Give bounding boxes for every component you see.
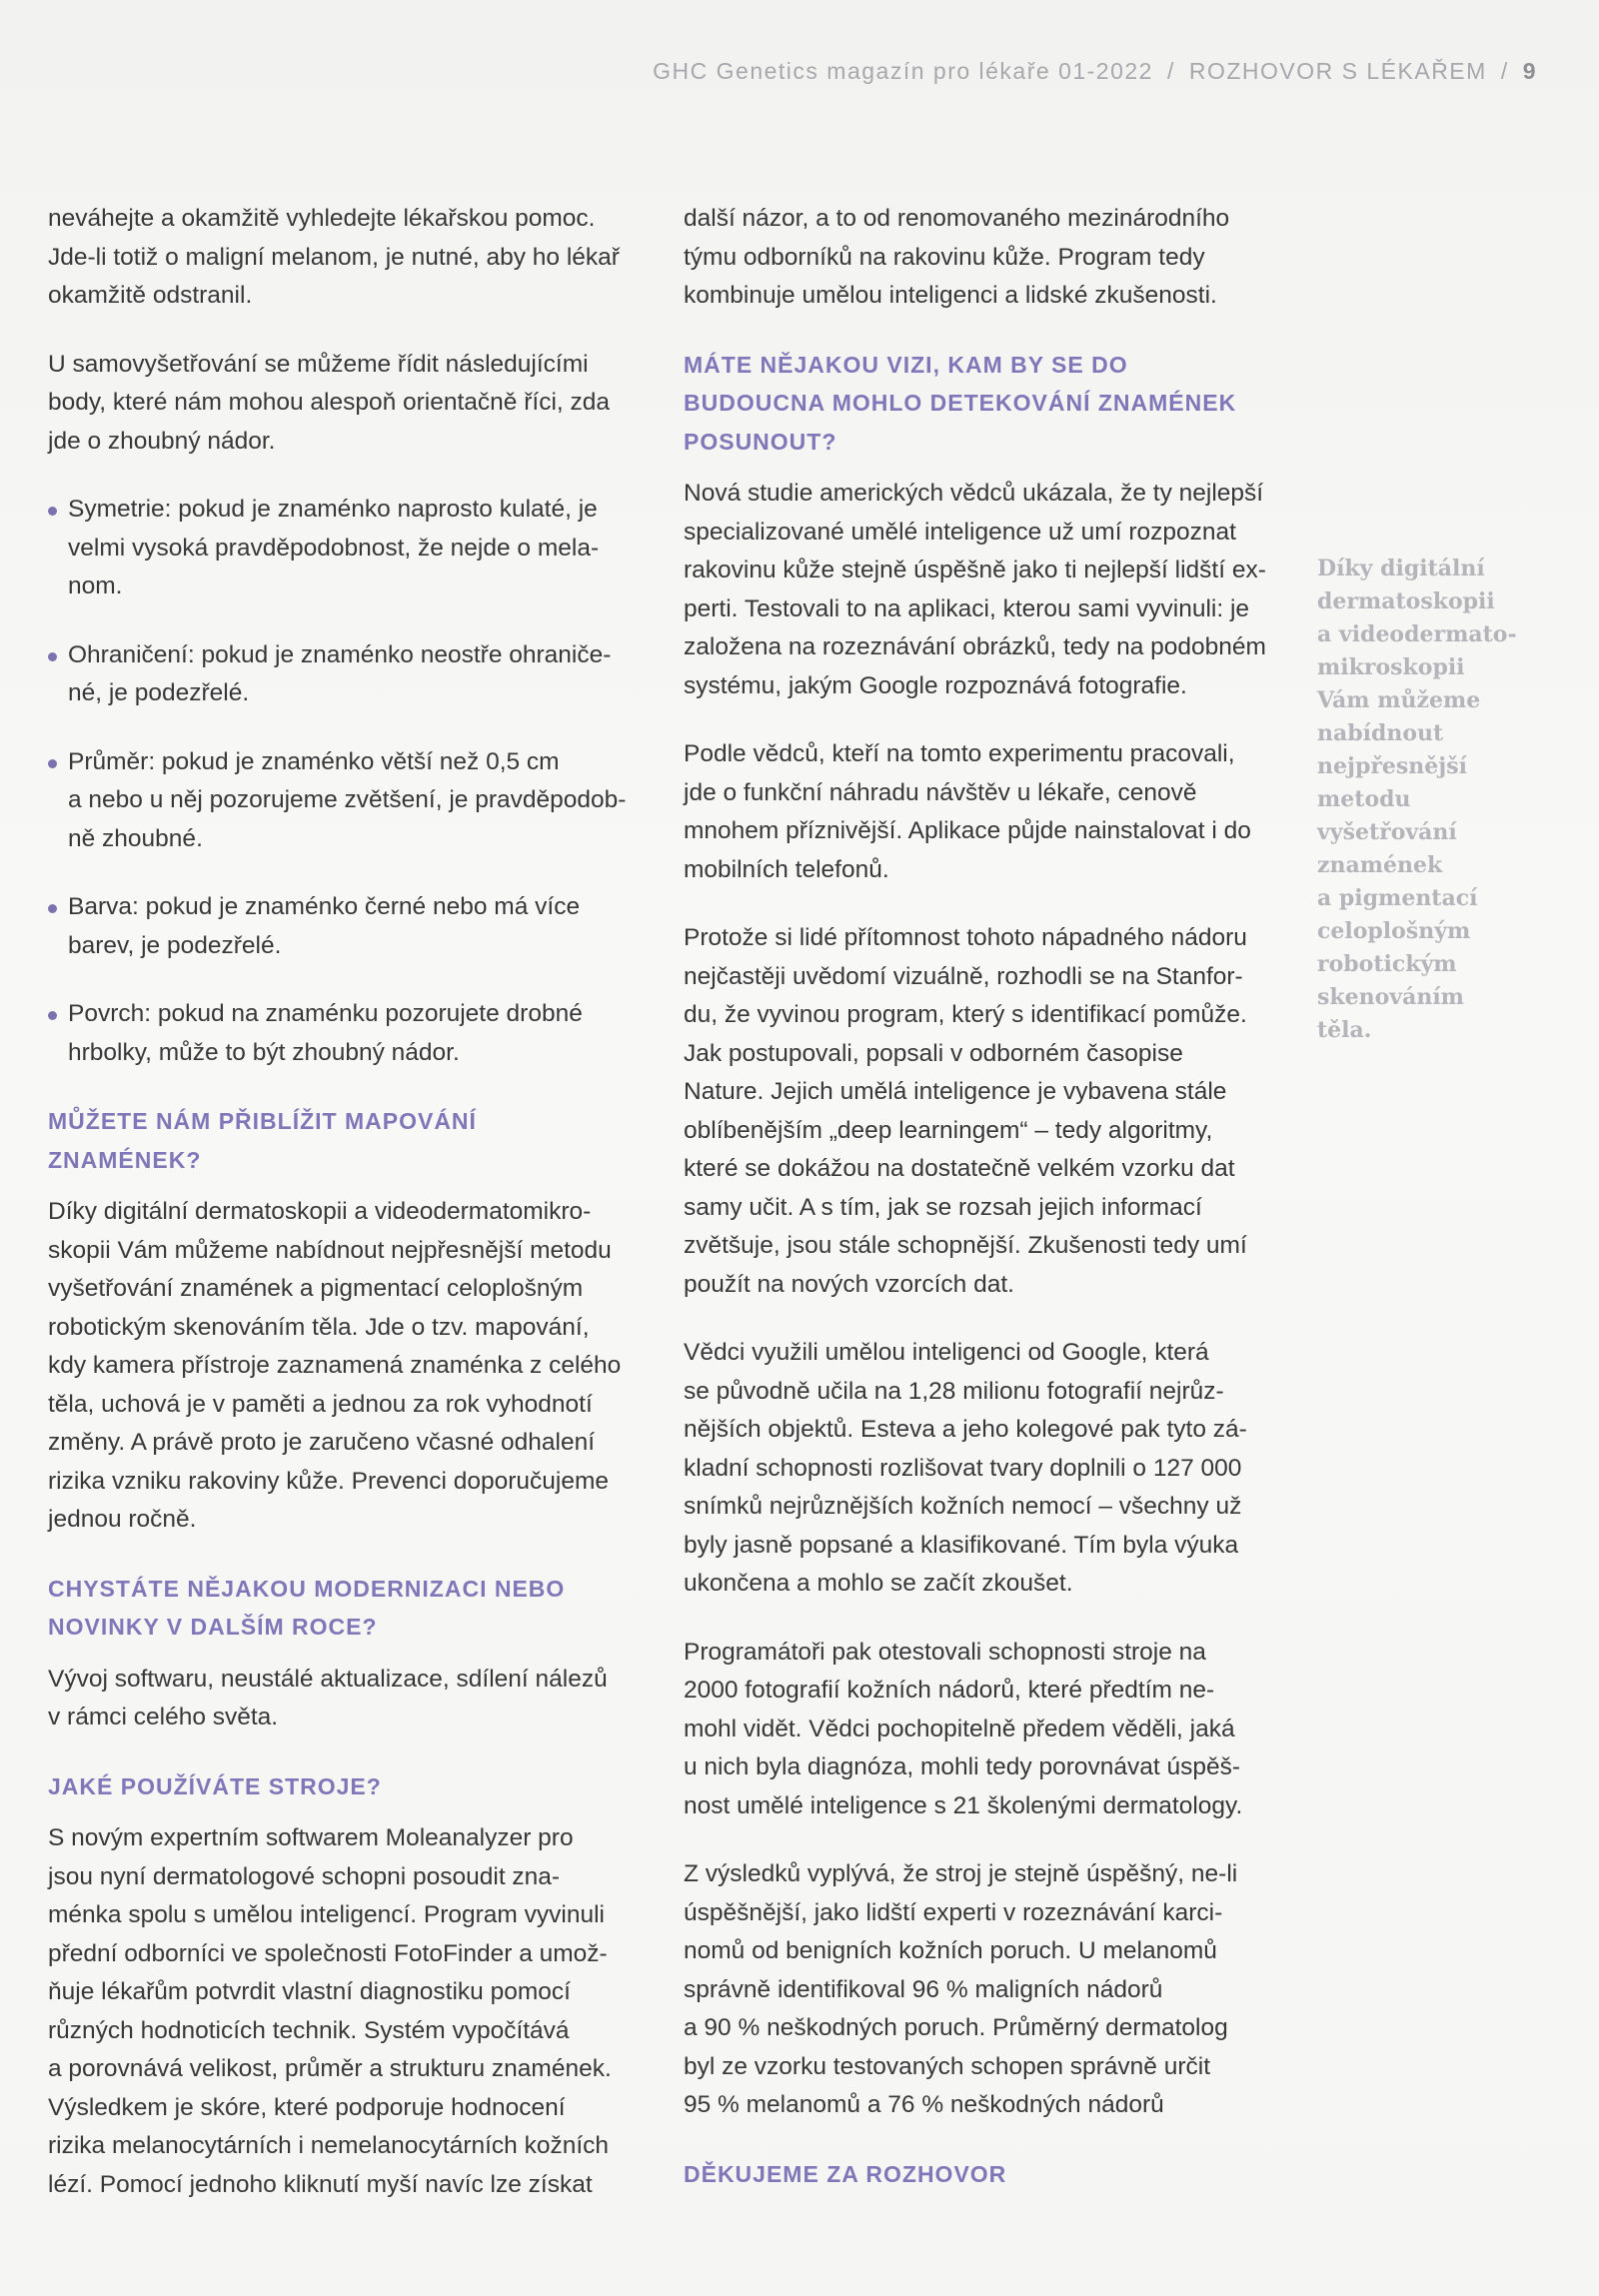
pull-quote-line: nejpřesnější [1317, 753, 1468, 779]
magazine-title: GHC Genetics magazín pro lékaře 01-2022 [653, 58, 1153, 84]
text-line: různých hodnoticích technik. Systém vypočítává [48, 2016, 570, 2044]
text-line: MŮŽETE NÁM PŘIBLÍŽIT MAPOVÁNÍ [48, 1108, 477, 1134]
text-line: Nature. Jejich umělá inteligence je vybavena stále [684, 1078, 1227, 1105]
paragraph [48, 1193, 648, 1540]
pull-quote-line: Vám můžeme [1317, 687, 1481, 713]
bullet-item [48, 491, 648, 606]
section-heading [48, 1570, 648, 1647]
text-line: další názor, a to od renomovaného mezinárodního [684, 205, 1230, 232]
text-line: neváhejte a okamžitě vyhledejte lékařskou pomoc. [48, 205, 596, 232]
text-line: a 90 % neškodných poruch. Průměrný dermatolog [684, 2014, 1228, 2041]
text-line: přední odborníci ve společnosti FotoFinder a umož- [48, 1939, 608, 1967]
section-heading [48, 1102, 648, 1179]
text-line: v rámci celého světa. [48, 1704, 279, 1730]
text-line: změny. A právě proto je zaručeno včasné odhalení [48, 1429, 596, 1456]
section-title: ROZHOVOR S LÉKAŘEM [1188, 58, 1487, 84]
text-line: u nich byla diagnóza, mohli tedy porovnávat úspěš- [684, 1753, 1241, 1780]
text-line: vyšetřování znamének a pigmentací celoplošným [48, 1275, 584, 1302]
text-line: perti. Testovali to na aplikaci, kterou sami vyvinuli: je [684, 594, 1250, 622]
text-line: okamžitě odstranil. [48, 282, 253, 309]
left-column [48, 200, 648, 2234]
page-number: 9 [1522, 58, 1537, 84]
text-line: nost umělé inteligence s 21 školenými dermatology. [684, 1791, 1243, 1819]
text-line: ňuje lékařům potvrdit vlastní diagnostiku pomocí [48, 1978, 571, 2005]
text-line: ménka spolu s umělou inteligencí. Program vyvinuli [48, 1901, 605, 1928]
text-line: se původně učila na 1,28 milionu fotografií nejrůz- [684, 1377, 1224, 1405]
text-line: Z výsledků vyplývá, že stroj je stejně úspěšný, ne-li [684, 1860, 1238, 1887]
text-line: nejčastěji uvědomí vizuálně, rozhodli se na Stanfor- [684, 962, 1243, 990]
text-line: kdy kamera přístroje zaznamená znaménka z celého [48, 1352, 622, 1379]
pull-quote-line: a videodermato- [1317, 621, 1517, 647]
pull-quote-line: vyšetřování [1317, 819, 1457, 845]
paragraph [684, 200, 1283, 316]
paragraph [48, 346, 648, 462]
header-separator: / [1166, 58, 1175, 84]
text-line: velmi vysoká pravděpodobnost, že nejde o mela- [68, 534, 600, 562]
text-line: Výsledkem je skóre, které podporuje hodnocení [48, 2093, 566, 2121]
text-line: Průměr: pokud je znaménko větší než 0,5 cm [68, 747, 560, 775]
text-line: ukončena a mohlo se začít zkoušet. [684, 1570, 1073, 1597]
text-line: byly jasně popsané a klasifikované. Tím byla výuka [684, 1531, 1239, 1559]
text-line: které se dokážou na dostatečně velkém vzorku dat [684, 1155, 1235, 1182]
pull-quote-line: Díky digitální [1317, 556, 1485, 581]
paragraph [684, 919, 1283, 1304]
text-line: oblíbenějším „deep learningem“ – tedy algoritmy, [684, 1116, 1213, 1144]
running-header [653, 58, 1537, 85]
text-line: Jak postupovali, popsali v odborném časopise [684, 1039, 1183, 1067]
text-line: systému, jakým Google rozpoznává fotografie. [684, 671, 1187, 699]
pull-quote-line: celoplošným [1317, 918, 1471, 944]
middle-column [684, 200, 1283, 2207]
text-line: jde o zhoubný nádor. [48, 427, 276, 455]
text-line: kombinuje umělou inteligenci a lidské zkušenosti. [684, 282, 1217, 309]
text-line: du, že vyvinou program, který s identifikací pomůže. [684, 1001, 1247, 1028]
pull-quote-line: těla. [1317, 1017, 1372, 1043]
text-line: rakovinu kůže stejně úspěšně jako ti nejlepší lidští ex- [684, 557, 1266, 583]
text-line: Ohraničení: pokud je znaménko neostře ohraniče- [68, 640, 612, 668]
pull-quote-line: nabídnout [1317, 720, 1444, 746]
text-line: použít na nových vzorcích dat. [684, 1270, 1014, 1298]
pull-quote-line: skenováním [1317, 984, 1464, 1010]
text-line: mohl vidět. Vědci pochopitelně předem věděli, jaká [684, 1715, 1235, 1742]
paragraph [684, 1634, 1283, 1826]
text-line: nomů od benigních kožních poruch. U melanomů [684, 1937, 1217, 1964]
text-line: ZNAMÉNEK? [48, 1146, 202, 1173]
text-line: Vývoj softwaru, neustálé aktualizace, sdílení nálezů [48, 1665, 608, 1693]
text-line: Barva: pokud je znaménko černé nebo má více [68, 893, 581, 920]
text-line: POSUNOUT? [684, 428, 837, 455]
bullet-item [48, 743, 648, 859]
bullet-item [48, 995, 648, 1072]
pull-quote-line: metodu [1317, 786, 1411, 812]
text-line: správně identifikoval 96 % maligních nádorů [684, 1975, 1163, 2003]
text-line: BUDOUCNA MOHLO DETEKOVÁNÍ ZNAMÉNEK [684, 390, 1237, 416]
text-line: těla, uchová je v paměti a jednou za rok vyhodnotí [48, 1390, 593, 1418]
text-line: Programátoři pak otestovali schopnosti stroje na [684, 1638, 1206, 1666]
pull-quote [1317, 553, 1547, 1047]
text-line: Symetrie: pokud je znaménko naprosto kulaté, je [68, 496, 598, 523]
text-line: Vědci využili umělou inteligenci od Google, která [684, 1339, 1209, 1366]
text-line: nom. [68, 573, 123, 599]
section-heading [684, 346, 1283, 462]
text-line: jde o funkční náhradu návštěv u lékaře, cenově [684, 778, 1197, 806]
text-line: CHYSTÁTE NĚJAKOU MODERNIZACI NEBO [48, 1575, 566, 1602]
text-line: byl ze vzorku testovaných schopen správně určit [684, 2052, 1211, 2080]
paragraph [48, 1661, 648, 1737]
paragraph [684, 735, 1283, 889]
text-line: 95 % melanomů a 76 % neškodných nádorů [684, 2091, 1164, 2118]
text-line: U samovyšetřování se můžeme řídit následujícími [48, 350, 589, 378]
text-line: Jde-li totiž o maligní melanom, je nutné, aby ho lékař [48, 243, 620, 271]
text-line: skopii Vám můžeme nabídnout nejpřesnější metodu [48, 1236, 612, 1264]
text-line: Povrch: pokud na znaménku pozorujete drobné [68, 1000, 583, 1027]
text-line: specializované umělé inteligence už umí rozpoznat [684, 518, 1236, 546]
text-line: jednou ročně. [48, 1506, 197, 1533]
section-heading [684, 2155, 1283, 2194]
text-line: založena na rozeznávání obrázků, tedy na podobném [684, 633, 1266, 660]
text-line: rizika melanocytárních i nemelanocytárních kožních [48, 2132, 610, 2159]
section-heading [48, 1767, 648, 1806]
text-line: kladní schopnosti rozlišovat tvary doplnili o 127 000 [684, 1454, 1242, 1482]
text-line: mobilních telefonů. [684, 855, 889, 883]
text-line: robotickým skenováním těla. Jde o tzv. mapování, [48, 1313, 590, 1341]
text-line: body, které nám mohou alespoň orientačně říci, zda [48, 389, 611, 416]
bullet-item [48, 888, 648, 965]
pull-quote-line: a pigmentací [1317, 885, 1478, 911]
text-line: né, je podezřelé. [68, 679, 250, 706]
text-line: 2000 fotografií kožních nádorů, které předtím ne- [684, 1677, 1215, 1704]
pull-quote-line: znamének [1317, 852, 1443, 878]
text-line: jsou nyní dermatologové schopni posoudit zna- [48, 1862, 561, 1890]
text-line: týmu odborníků na rakovinu kůže. Program tedy [684, 243, 1205, 271]
text-line: samy učit. A s tím, jak se rozsah jejich informací [684, 1193, 1202, 1221]
paragraph [684, 475, 1283, 705]
header-separator: / [1500, 58, 1509, 84]
pull-quote-line: mikroskopii [1317, 654, 1465, 680]
text-line: snímků nejrůznějších kožních nemocí – všechny už [684, 1493, 1242, 1520]
bullet-item [48, 636, 648, 713]
text-line: NOVINKY V DALŠÍM ROCE? [48, 1614, 378, 1640]
text-line: Podle vědců, kteří na tomto experimentu pracovali, [684, 740, 1235, 767]
text-line: mnohem příznivější. Aplikace půjde nainstalovat i do [684, 817, 1251, 844]
text-line: zvětšuje, jsou stále schopnější. Zkušenosti tedy umí [684, 1232, 1247, 1259]
text-line: a porovnává velikost, průměr a strukturu znamének. [48, 2055, 612, 2082]
text-line: lézí. Pomocí jednoho kliknutí myší navíc lze získat [48, 2170, 593, 2198]
text-line: hrbolky, může to být zhoubný nádor. [68, 1038, 460, 1066]
text-line: ně zhoubné. [68, 824, 203, 852]
text-line: úspěšnější, jako lidští experti v rozeznávání karci- [684, 1898, 1223, 1926]
paragraph [48, 1819, 648, 2204]
text-line: a nebo u něj pozorujeme zvětšení, je pravděpodob- [68, 786, 627, 813]
text-line: nějších objektů. Esteva a jeho kolegové pak tyto zá- [684, 1416, 1247, 1443]
text-line: rizika vzniku rakoviny kůže. Prevenci doporučujeme [48, 1467, 610, 1495]
paragraph [684, 1334, 1283, 1604]
pull-quote-line: dermatoskopii [1317, 588, 1495, 614]
text-line: Nová studie amerických vědců ukázala, že ty nejlepší [684, 480, 1264, 507]
text-line: barev, je podezřelé. [68, 931, 282, 959]
text-line: Díky digitální dermatoskopii a videodermatomikro- [48, 1198, 592, 1225]
text-line: S novým expertním softwarem Moleanalyzer pro [48, 1824, 574, 1851]
text-line: DĚKUJEME ZA ROZHOVOR [684, 2160, 1007, 2187]
paragraph [684, 1855, 1283, 2125]
pull-quote-line: robotickým [1317, 951, 1457, 977]
text-line: Protože si lidé přítomnost tohoto nápadného nádoru [684, 924, 1247, 951]
text-line: JAKÉ POUŽÍVÁTE STROJE? [48, 1772, 382, 1799]
paragraph [48, 200, 648, 316]
text-line: MÁTE NĚJAKOU VIZI, KAM BY SE DO [684, 351, 1128, 378]
